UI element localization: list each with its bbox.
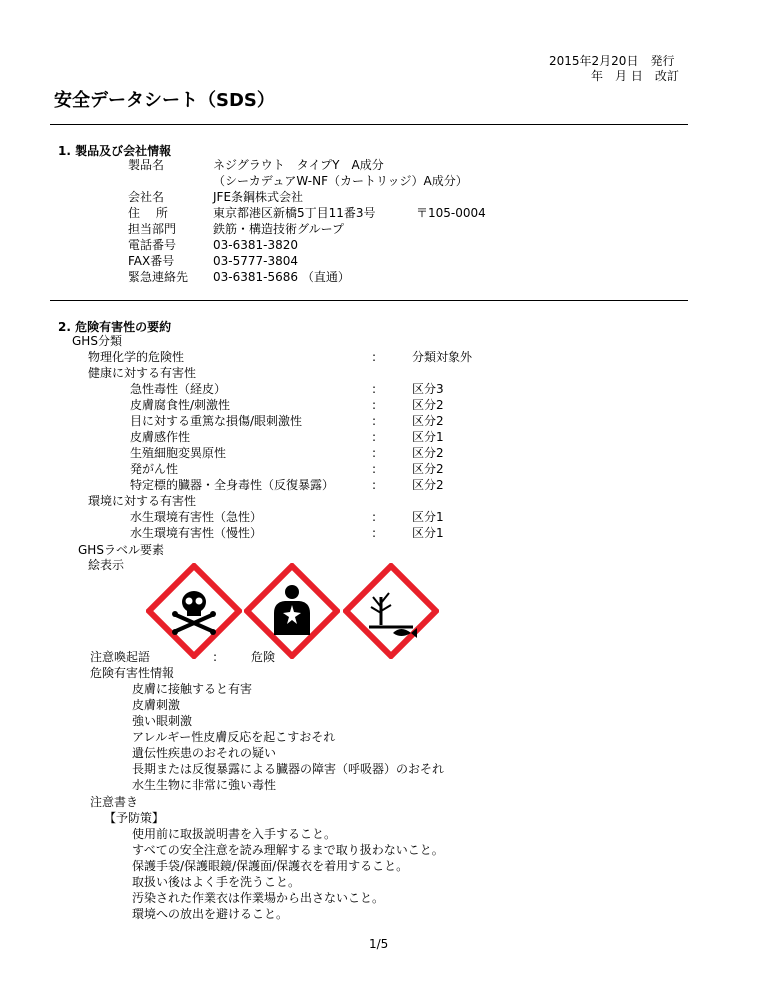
info-label: 担当部門 xyxy=(128,222,177,236)
signal-word-label: 注意喚起語 xyxy=(90,650,151,664)
section2-heading: 2. 危険有害性の要約 xyxy=(58,320,172,334)
class-colon: : xyxy=(372,462,377,476)
hazard-statement: 遺伝性疾患のおそれの疑い xyxy=(132,746,277,760)
class-value: 区分2 xyxy=(412,446,444,460)
info-value: ネジグラウト タイプY A成分 xyxy=(213,158,384,172)
info-label: FAX番号 xyxy=(128,254,175,268)
class-value: 区分2 xyxy=(412,462,444,476)
class-name: 物理化学的危険性 xyxy=(88,350,185,364)
ghs-class-title: GHS分類 xyxy=(72,334,122,348)
class-name: 水生環境有害性（急性） xyxy=(130,510,263,524)
info-value: （シーカデュアW-NF（カートリッジ）A成分） xyxy=(213,174,468,188)
company-info-values xyxy=(213,157,468,285)
section1-heading: 1. 製品及び会社情報 xyxy=(58,144,172,158)
info-label: 製品名 xyxy=(128,158,165,172)
info-label: 電話番号 xyxy=(128,238,177,252)
prevention-item: 取扱い後はよく手を洗うこと。 xyxy=(132,875,301,889)
environment-icon xyxy=(343,563,439,659)
info-label: 会社名 xyxy=(128,190,165,204)
class-value: 区分2 xyxy=(412,414,444,428)
page-title: 安全データシート（SDS） xyxy=(54,90,275,111)
class-name: 皮膚感作性 xyxy=(130,430,191,444)
class-colon: : xyxy=(372,350,377,364)
classification-values xyxy=(412,349,472,541)
info-value: 03-6381-5686 （直通） xyxy=(213,270,350,284)
prevention-item: すべての安全注意を読み理解するまで取り扱わないこと。 xyxy=(132,843,444,857)
precaution-title: 注意書き xyxy=(90,795,139,809)
class-value: 区分1 xyxy=(412,430,444,444)
class-name: 皮膚腐食性/刺激性 xyxy=(130,398,231,412)
prevention-list xyxy=(132,826,444,922)
hazard-statement: 長期または反復暴露による臓器の障害（呼吸器）のおそれ xyxy=(132,762,445,776)
class-name: 目に対する重篤な損傷/眼刺激性 xyxy=(130,414,303,428)
divider xyxy=(50,300,688,301)
signal-word-colon: : xyxy=(213,650,218,664)
classification-names xyxy=(88,349,334,541)
class-colon: : xyxy=(372,398,377,412)
class-value: 区分1 xyxy=(412,510,444,524)
page-number: 1/5 xyxy=(369,937,389,951)
class-colon: : xyxy=(372,478,377,492)
hazard-statement: 強い眼刺激 xyxy=(132,714,193,728)
class-value: 分類対象外 xyxy=(412,350,473,364)
prevention-item: 保護手袋/保護眼鏡/保護面/保護衣を着用すること。 xyxy=(132,859,409,873)
class-value: 区分2 xyxy=(412,398,444,412)
class-name: 生殖細胞変異原性 xyxy=(130,446,227,460)
prevention-item: 使用前に取扱説明書を入手すること。 xyxy=(132,827,337,841)
hazard-statement: 水生生物に非常に強い毒性 xyxy=(132,778,277,792)
class-colon xyxy=(372,493,376,509)
info-value: 03-6381-3820 xyxy=(213,238,299,252)
class-colon: : xyxy=(372,430,377,444)
hazard-info-title: 危険有害性情報 xyxy=(90,666,175,680)
revision-date: 年 月 日 改訂 xyxy=(591,69,679,83)
skull-crossbones-icon xyxy=(146,563,242,659)
info-label: 住 所 xyxy=(128,206,168,220)
class-value: 区分3 xyxy=(412,382,444,396)
hazard-statement: アレルギー性皮膚反応を起こすおそれ xyxy=(132,730,336,744)
class-colon: : xyxy=(372,382,377,396)
prevention-title: 【予防策】 xyxy=(104,811,165,825)
info-value: 鉄筋・構造技術グループ xyxy=(213,222,345,236)
class-name: 健康に対する有害性 xyxy=(88,366,197,380)
class-value: 区分2 xyxy=(412,478,444,492)
health-hazard-icon xyxy=(244,563,340,659)
issue-date: 2015年2月20日 発行 xyxy=(549,54,675,68)
classification-colons xyxy=(372,349,376,541)
prevention-item: 環境への放出を避けること。 xyxy=(132,907,289,921)
postal-code: 〒105-0004 xyxy=(416,206,486,220)
info-label xyxy=(128,173,188,189)
class-name: 環境に対する有害性 xyxy=(88,494,197,508)
class-colon xyxy=(372,365,376,381)
info-value: 03-5777-3804 xyxy=(213,254,299,268)
class-name: 水生環境有害性（慢性） xyxy=(130,526,263,540)
class-value: 区分1 xyxy=(412,526,444,540)
class-value xyxy=(412,493,472,509)
info-value: 東京都港区新橋5丁目11番3号 xyxy=(213,206,376,220)
class-colon: : xyxy=(372,526,377,540)
signal-word: 危険 xyxy=(251,650,276,664)
divider xyxy=(50,124,688,125)
hazard-statements xyxy=(132,681,444,793)
prevention-item: 汚染された作業衣は作業場から出さないこと。 xyxy=(132,891,385,905)
class-name: 発がん性 xyxy=(130,462,179,476)
info-label: 緊急連絡先 xyxy=(128,270,189,284)
hazard-statement: 皮膚刺激 xyxy=(132,698,181,712)
class-name: 特定標的臓器・全身毒性（反復暴露） xyxy=(130,478,335,492)
class-colon: : xyxy=(372,414,377,428)
hazard-statement: 皮膚に接触すると有害 xyxy=(132,682,253,696)
label-elements-title: GHSラベル要素 xyxy=(78,543,164,557)
class-colon: : xyxy=(372,510,377,524)
info-value: JFE条鋼株式会社 xyxy=(213,190,304,204)
class-value xyxy=(412,365,472,381)
class-colon: : xyxy=(372,446,377,460)
pictogram-title: 絵表示 xyxy=(88,558,125,572)
company-info-labels xyxy=(128,157,188,285)
class-name: 急性毒性（経皮） xyxy=(130,382,227,396)
